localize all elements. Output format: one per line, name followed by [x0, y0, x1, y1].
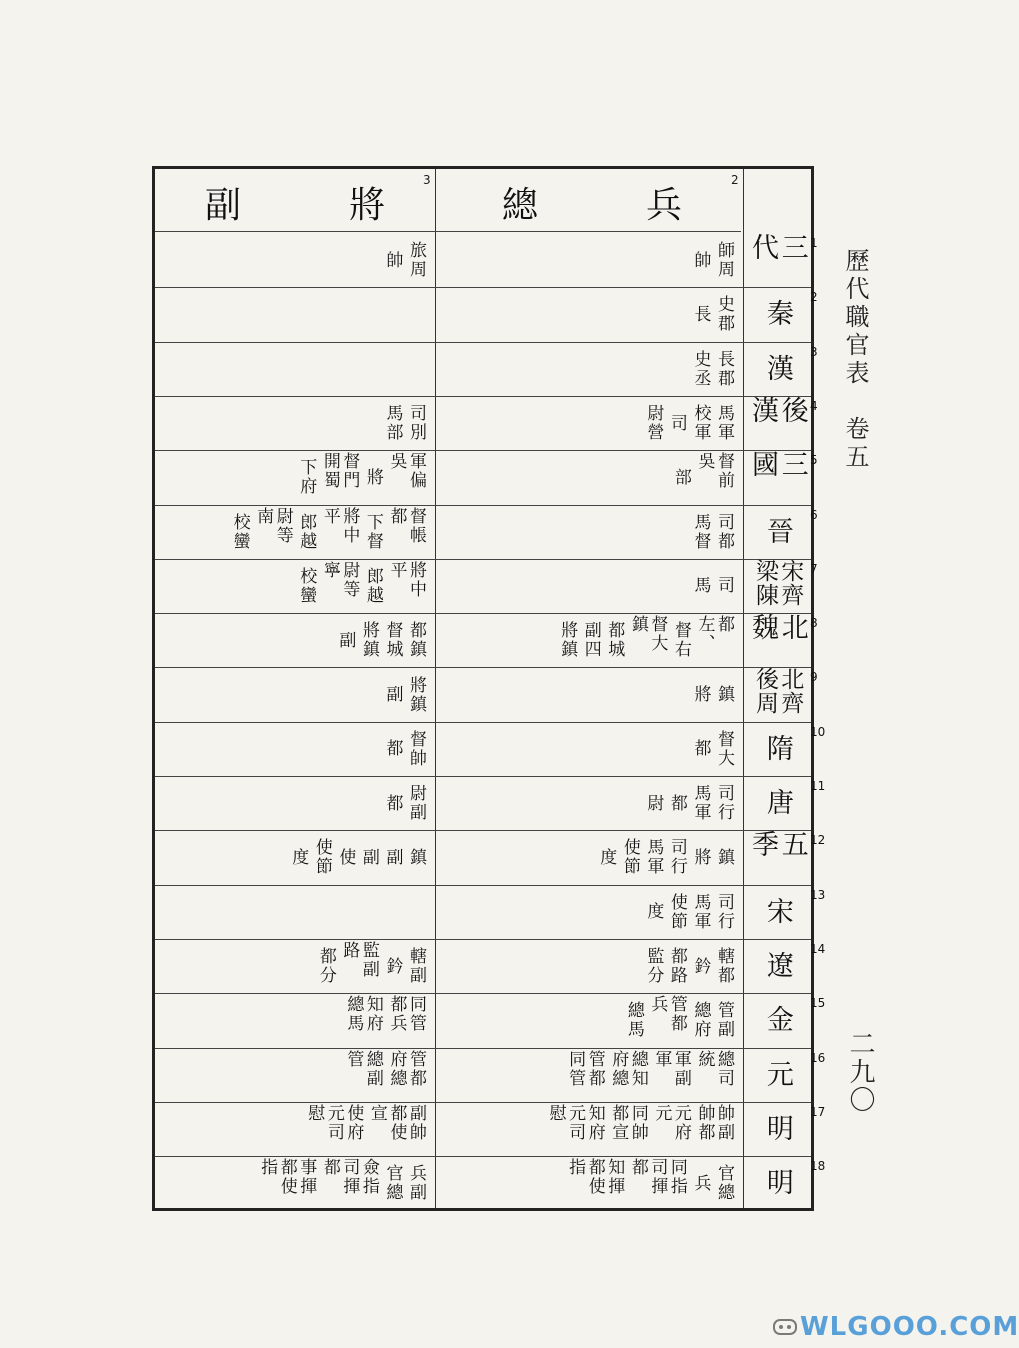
fujiang-title: 將鎮 [358, 621, 379, 660]
zongbing-title: 將鎮 [557, 621, 578, 660]
dynasty-cell [747, 939, 807, 993]
zongbing-title: 馬軍 [690, 892, 711, 931]
dynasty-name: 三國 [747, 450, 808, 481]
zongbing-title: 都路 [666, 947, 687, 986]
row-number: 3 [810, 344, 818, 359]
zongbing-title: 軍副軍 [651, 1049, 691, 1088]
fujiang-title: 軍偏吳 [386, 452, 426, 491]
zongbing-title: 鈐 [690, 956, 711, 976]
header-fujiang-number: 3 [423, 173, 431, 187]
dynasty-name: 隋 [761, 733, 793, 764]
zongbing-cell [445, 941, 733, 991]
zongbing-title: 師周 [714, 241, 734, 280]
zongbing-title: 監分 [643, 947, 664, 986]
header-fujiang [159, 173, 431, 231]
zongbing-cell [445, 887, 733, 937]
row-number: 15 [810, 996, 826, 1011]
row-divider [155, 667, 811, 668]
row-divider [155, 722, 811, 723]
fujiang-title: 將鎮 [406, 675, 426, 714]
zongbing-title: 長郡 [714, 349, 734, 388]
fujiang-title: 副帥都使宣 [366, 1103, 426, 1142]
dynasty-cell [747, 396, 807, 450]
header-zongbing-label: 總 兵 [501, 184, 682, 226]
row-divider [155, 342, 811, 343]
fujiang-cell [163, 561, 425, 611]
row-divider [155, 939, 811, 940]
zongbing-title: 都 [666, 793, 687, 813]
dynasty-cell [747, 993, 807, 1047]
zongbing-title: 知府元司慰 [545, 1103, 605, 1142]
zongbing-cell [445, 778, 733, 828]
zongbing-cell [445, 235, 733, 285]
zongbing-title: 管都同管 [565, 1049, 605, 1088]
dynasty-name: 金 [761, 1005, 793, 1036]
dynasty-cell [747, 559, 807, 613]
fujiang-title: 將中平 [319, 506, 360, 545]
fujiang-title: 僉指司揮都 [319, 1158, 379, 1197]
zongbing-title: 鎮 [714, 685, 734, 705]
row-divider [155, 1102, 811, 1103]
row-number: 6 [810, 507, 818, 522]
dynasty-cell [747, 450, 807, 504]
row-number: 14 [810, 941, 826, 956]
zongbing-title: 司行 [666, 838, 687, 877]
fujiang-title: 督門開蜀 [319, 452, 360, 491]
zongbing-title: 馬督 [690, 512, 711, 551]
fujiang-title: 馬部 [382, 404, 403, 443]
fujiang-cell [163, 1158, 425, 1208]
zongbing-title: 司行 [714, 892, 734, 931]
dynasty-name: 遼 [761, 951, 793, 982]
row-divider [155, 830, 811, 831]
dynasty-name: 晉 [761, 516, 793, 547]
zongbing-title: 管都兵 [647, 995, 687, 1034]
zongbing-title: 都城 [604, 621, 625, 660]
fujiang-cell [163, 887, 425, 937]
row-divider [155, 1156, 811, 1157]
fujiang-title: 官總 [382, 1164, 403, 1203]
zongbing-title: 馬軍 [690, 784, 711, 823]
zongbing-title: 度 [643, 902, 664, 922]
zongbing-title: 知揮都使指 [565, 1158, 625, 1197]
dynasty-cell [747, 1102, 807, 1156]
fujiang-cell [163, 615, 425, 665]
fujiang-cell [163, 995, 425, 1045]
dynasty-name: 唐 [761, 788, 793, 819]
zongbing-title: 督右 [670, 621, 691, 660]
fujiang-title: 尉副 [406, 784, 426, 823]
zongbing-cell [445, 615, 733, 665]
fujiang-title: 副 [382, 847, 403, 867]
dynasty-cell [747, 667, 807, 721]
row-number: 1 [810, 236, 818, 250]
zongbing-title: 管副 [714, 1001, 734, 1040]
dynasty-cell [747, 505, 807, 559]
header-divider [155, 231, 741, 232]
dynasty-name: 宋 [761, 896, 793, 927]
dynasty-name: 後漢 [747, 395, 808, 426]
fujiang-title: 同管都兵 [386, 995, 426, 1034]
row-number: 18 [810, 1159, 826, 1174]
fujiang-title: 知府總馬 [343, 995, 383, 1034]
row-divider [155, 505, 811, 506]
fujiang-title: 將中平 [386, 560, 426, 599]
row-number: 2 [810, 290, 818, 305]
zongbing-title: 總司統 [694, 1049, 734, 1088]
dynasty-cell [747, 1048, 807, 1102]
dynasty-cell [747, 613, 807, 667]
zongbing-title: 使節 [666, 892, 687, 931]
fujiang-cell [163, 398, 425, 448]
row-number: 17 [810, 1104, 826, 1119]
fujiang-title: 郎越 [362, 566, 383, 605]
dynasty-name: 明 [761, 1168, 793, 1199]
zongbing-cell [445, 669, 733, 719]
zongbing-title: 督前吳 [694, 452, 734, 491]
office-table [152, 166, 826, 1211]
row-number: 16 [810, 1050, 826, 1065]
fujiang-title: 都 [382, 739, 403, 759]
fujiang-title: 鎮 [406, 847, 426, 867]
row-number: 5 [810, 453, 818, 468]
page-number: 二九〇 [845, 1030, 875, 1114]
fujiang-title: 尉等南 [253, 506, 293, 545]
fujiang-title: 下府 [296, 458, 317, 497]
fujiang-cell [163, 235, 425, 285]
zongbing-cell [445, 507, 733, 557]
fujiang-cell [163, 669, 425, 719]
fujiang-title: 旅周 [406, 241, 426, 280]
fujiang-cell [163, 941, 425, 991]
zongbing-title: 總知府總 [608, 1049, 648, 1088]
fujiang-cell [163, 344, 425, 394]
zongbing-title: 長 [690, 304, 711, 324]
fujiang-title: 校蠻 [296, 566, 317, 605]
zongbing-title: 轄都 [714, 947, 734, 986]
row-number: 13 [810, 887, 826, 902]
zongbing-title: 校軍 [690, 404, 711, 443]
zongbing-title: 鎮 [714, 847, 734, 867]
fujiang-cell [163, 452, 425, 502]
watermark-text: WLGOOO.COM [800, 1312, 1019, 1342]
fujiang-cell [163, 832, 425, 882]
dynasty-cell [747, 722, 807, 776]
fujiang-title: 都 [382, 793, 403, 813]
fujiang-title: 督城 [382, 621, 403, 660]
fujiang-title: 督帥 [406, 729, 426, 768]
zongbing-title: 尉 [643, 793, 664, 813]
zongbing-title: 度 [596, 847, 617, 867]
fujiang-cell [163, 1050, 425, 1100]
zongbing-title: 司 [666, 413, 687, 433]
fujiang-title: 使節 [311, 838, 332, 877]
zongbing-title: 都左、 [694, 615, 734, 654]
zongbing-title: 司都 [714, 512, 734, 551]
fujiang-title: 副 [335, 630, 356, 650]
fujiang-title: 校蠻 [229, 512, 250, 551]
dynasty-name: 明 [761, 1113, 793, 1144]
zongbing-cell [445, 452, 733, 502]
fujiang-title: 將 [362, 467, 383, 487]
zongbing-cell [445, 1050, 733, 1100]
fujiang-cell [163, 507, 425, 557]
dynasty-name: 五季 [747, 830, 808, 861]
fujiang-title: 事揮都使指 [257, 1158, 317, 1197]
zongbing-title: 元府元 [651, 1103, 691, 1142]
zongbing-title: 兵 [690, 1173, 711, 1193]
zongbing-title: 將 [690, 847, 711, 867]
column-divider [743, 169, 744, 1208]
dynasty-name: 北魏 [747, 613, 808, 644]
zongbing-cell [445, 344, 733, 394]
row-number: 7 [810, 561, 818, 576]
zongbing-title: 司 [714, 576, 734, 596]
dynasty-name: 漢 [761, 353, 793, 384]
zongbing-title: 督大 [714, 729, 734, 768]
zongbing-title: 馬軍 [643, 838, 664, 877]
fujiang-title: 轄副 [406, 947, 426, 986]
zongbing-cell [445, 1158, 733, 1208]
dynasty-cell [747, 287, 807, 341]
fujiang-title: 督帳都 [386, 506, 426, 545]
book-title: 歷代職官表 卷五 [841, 248, 869, 472]
zongbing-title: 都 [690, 739, 711, 759]
fujiang-cell [163, 289, 425, 339]
fujiang-title: 都分 [315, 947, 336, 986]
fujiang-title: 鈐 [382, 956, 403, 976]
dynasty-cell [747, 776, 807, 830]
zongbing-cell [445, 1104, 733, 1154]
dynasty-cell [747, 342, 807, 396]
fujiang-title: 總副管 [343, 1049, 383, 1088]
row-divider [155, 287, 811, 288]
fujiang-title: 下督 [362, 512, 383, 551]
zongbing-title: 馬 [690, 576, 711, 596]
fujiang-title: 監副路 [339, 940, 379, 979]
zongbing-title: 馬軍 [714, 404, 734, 443]
row-number: 12 [810, 833, 826, 848]
zongbing-cell [445, 289, 733, 339]
zongbing-title: 官總 [714, 1164, 734, 1203]
zongbing-title: 帥 [690, 250, 711, 270]
row-number: 9 [810, 670, 818, 685]
dynasty-cell [747, 233, 807, 287]
fujiang-title: 都鎮 [406, 621, 426, 660]
watermark-icon [772, 1314, 798, 1340]
dynasty-name: 秦 [761, 299, 793, 330]
fujiang-title: 副 [358, 847, 379, 867]
fujiang-title: 帥 [382, 250, 403, 270]
row-divider [155, 613, 811, 614]
header-zongbing-number: 2 [731, 173, 739, 187]
fujiang-title: 司別 [406, 404, 426, 443]
fujiang-title: 郎越 [296, 512, 317, 551]
fujiang-cell [163, 724, 425, 774]
row-divider [155, 559, 811, 560]
row-number: 4 [810, 398, 818, 413]
zongbing-cell [445, 561, 733, 611]
zongbing-title: 總府 [690, 1001, 711, 1040]
fujiang-title: 尉等寧 [319, 560, 360, 599]
row-divider [155, 396, 811, 397]
dynasty-name: 宋齊梁陳 [752, 558, 804, 607]
zongbing-title: 帥副帥都 [694, 1103, 734, 1142]
row-divider [155, 993, 811, 994]
header-zongbing [443, 173, 741, 231]
row-number: 11 [810, 779, 826, 793]
row-divider [155, 776, 811, 777]
zongbing-title: 總馬 [623, 1001, 644, 1040]
zongbing-title: 同帥都宣 [608, 1103, 648, 1142]
dynasty-name: 三代 [747, 233, 808, 263]
zongbing-title: 使節 [619, 838, 640, 877]
fujiang-title: 使府元司慰 [304, 1103, 364, 1142]
dynasty-cell [747, 830, 807, 884]
zongbing-title: 尉營 [643, 404, 664, 443]
dynasty-cell [747, 1156, 807, 1210]
zongbing-cell [445, 398, 733, 448]
fujiang-cell [163, 1104, 425, 1154]
row-divider [155, 1048, 811, 1049]
dynasty-name: 元 [761, 1059, 793, 1090]
zongbing-cell [445, 724, 733, 774]
fujiang-title: 副 [382, 685, 403, 705]
fujiang-title: 使 [335, 847, 356, 867]
dynasty-name: 北齊後周 [752, 667, 804, 716]
zongbing-title: 部 [670, 467, 691, 487]
row-number: 8 [810, 616, 818, 631]
zongbing-title: 督大鎮 [627, 615, 668, 654]
fujiang-title: 兵副 [406, 1164, 426, 1203]
dynasty-cell [747, 885, 807, 939]
zongbing-title: 史丞 [690, 349, 711, 388]
zongbing-title: 同指司揮都 [627, 1158, 687, 1197]
zongbing-cell [445, 832, 733, 882]
zongbing-title: 史郡 [714, 295, 734, 334]
zongbing-cell [445, 995, 733, 1045]
zongbing-title: 將 [690, 685, 711, 705]
row-number: 10 [810, 724, 826, 739]
fujiang-cell [163, 778, 425, 828]
column-divider [435, 169, 436, 1208]
row-divider [155, 885, 811, 886]
header-fujiang-label: 副 將 [204, 184, 385, 226]
zongbing-title: 司行 [714, 784, 734, 823]
fujiang-title: 管都府總 [386, 1049, 426, 1088]
fujiang-title: 度 [288, 847, 309, 867]
zongbing-title: 副四 [580, 621, 601, 660]
